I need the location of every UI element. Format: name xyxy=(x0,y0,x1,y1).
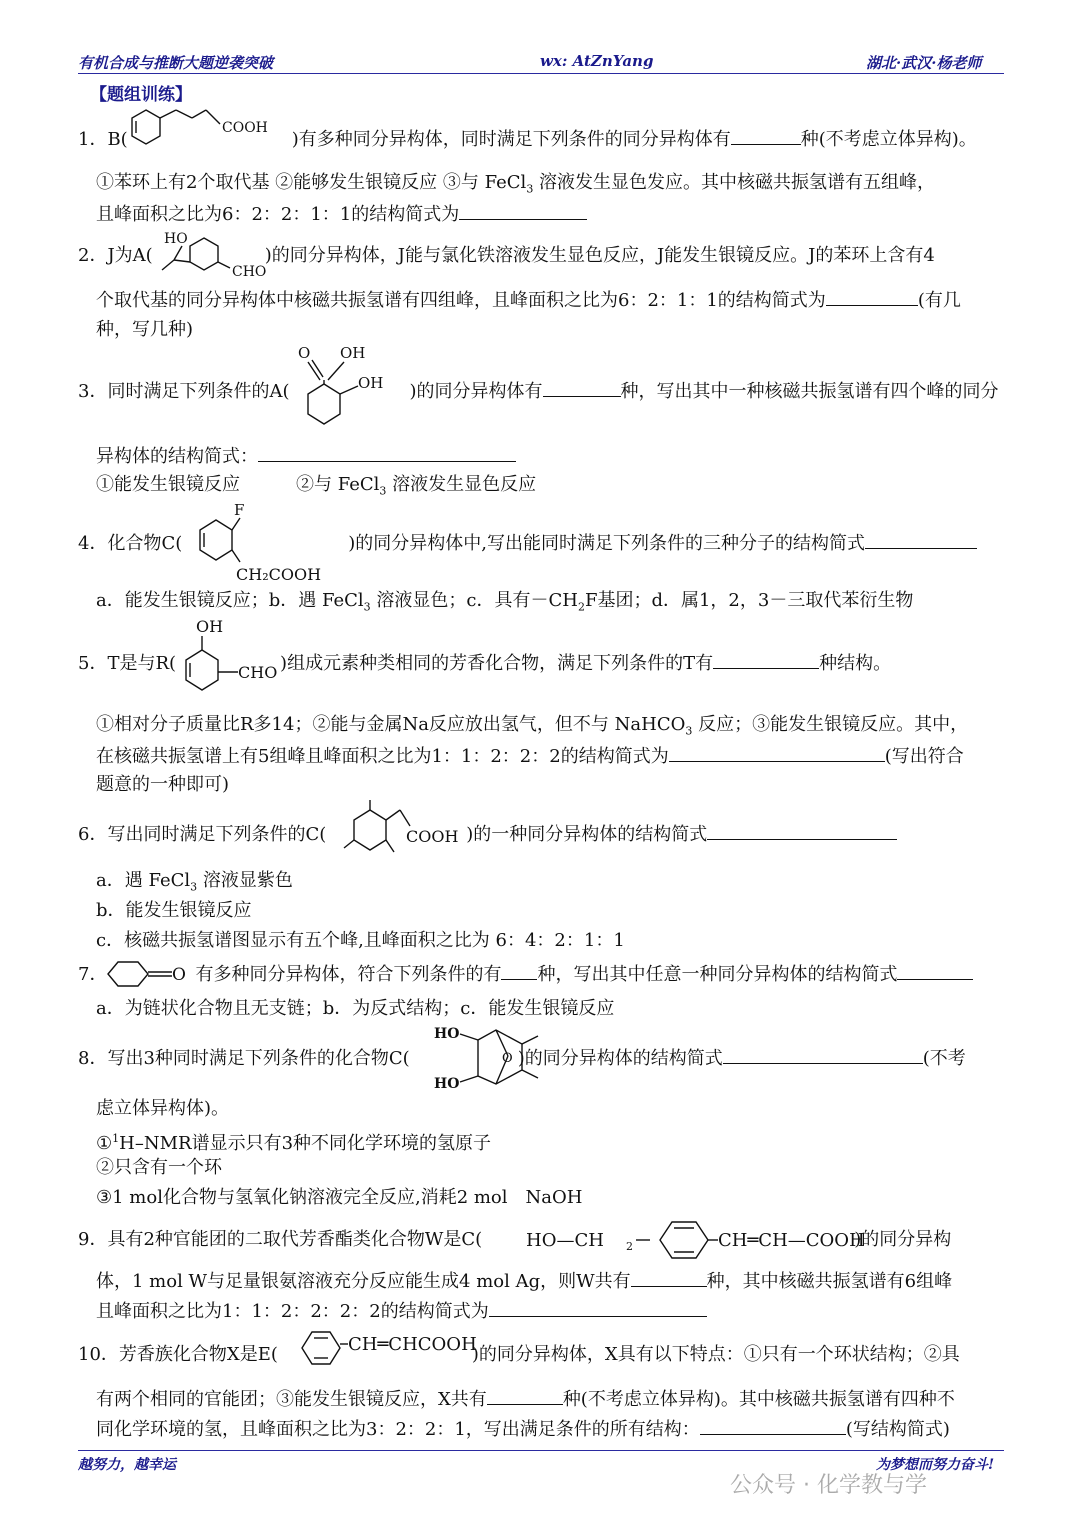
q2-line2: 个取代基的同分异构体中核磁共振氢谱有四组峰，且峰面积之比为6：2：1：1的结构简式为 (有几 xyxy=(96,290,961,311)
footer-rule xyxy=(78,1450,1004,1451)
q10-line1: 10．芳香族化合物X是E( )的同分异构体，X具有以下特点：①只有一个环状结构；②具 xyxy=(78,1344,960,1365)
q10-line2: 有两个相同的官能团；③能发生银镜反应，X共有 种(不考虑立体异构)。其中核磁共振氢谱有四种不 xyxy=(96,1389,955,1410)
q6-line1: 6．写出同时满足下列条件的C( )的一种同分异构体的结构简式 xyxy=(78,823,897,846)
q2-line3: 种，写几种) xyxy=(96,319,194,340)
q8-cond2: ②只含有一个环 xyxy=(96,1157,222,1178)
q3-line3: ①能发生银镜反应 ②与 FeCl$_3$ 溶液发生显色反应 xyxy=(96,474,537,498)
svg-text:OH: OH xyxy=(196,617,224,636)
q8-line1: 8．写出3种同时满足下列条件的化合物C( )的同分异构体的结构简式 (不考 xyxy=(78,1048,966,1069)
q8-cond1: ①$^1$H–NMR谱显示只有3种不同化学环境的氢原子 xyxy=(96,1132,492,1154)
svg-text:O: O xyxy=(502,1051,513,1066)
svg-text:CH₂COOH: CH₂COOH xyxy=(236,565,322,584)
svg-text:CH═CH—COOH: CH═CH—COOH xyxy=(718,1230,865,1251)
svg-text:COOH: COOH xyxy=(406,827,459,846)
svg-text:COOH: COOH xyxy=(222,120,268,136)
q9-line1: 9．具有2种官能团的二取代芳香酯类化合物W是C( )的同分异构 xyxy=(78,1229,952,1250)
q1-line1: 1．B( )有多种同分异构体，同时满足下列条件的同分异构体有 种(不考虑立体异构)。 xyxy=(78,129,977,150)
q10-molecule xyxy=(296,1324,496,1372)
svg-text:O: O xyxy=(172,965,186,985)
q6-a: a．遇 FeCl$_3$ 溶液显紫色 xyxy=(96,870,293,894)
watermark: 公众号 · 化学教与学 xyxy=(730,1473,927,1498)
q1-line2: ①苯环上有2个取代基 ②能够发生银镜反应 ③与 FeCl$_3$ 溶液发生显色发应。其中核磁共振氢谱有五组峰， xyxy=(96,172,936,196)
svg-text:HO: HO xyxy=(434,1026,460,1042)
q1-line3: 且峰面积之比为6：2：2：1：1的结构简式为 xyxy=(96,203,587,226)
section-title: 【题组训练】 xyxy=(90,85,192,105)
svg-text:2: 2 xyxy=(626,1240,633,1253)
header-right: 湖北·武汉·杨老师 xyxy=(866,54,982,72)
q5-line2: ①相对分子质量比R多14；②能与金属Na反应放出氢气，但不与 NaHCO$_3$ 反应；③能发生银镜反应。其中， xyxy=(96,714,969,738)
q9-molecule xyxy=(526,1216,906,1264)
q5-line3: 在核磁共振氢谱上有5组峰且峰面积之比为1：1：2：2：2的结构简式为 (写出符合 xyxy=(96,746,964,767)
q3-line1: 3．同时满足下列条件的A( )的同分异构体有 种，写出其中一种核磁共振氢谱有四个峰的同分 xyxy=(78,381,999,402)
q8-line2: 虑立体异构体)。 xyxy=(96,1098,230,1119)
svg-text:OH: OH xyxy=(358,374,384,392)
q4-line2: a．能发生银镜反应；b．遇 FeCl$_3$ 溶液显色；c．具有$-CH_2F$基团；d．属1，2，3－三取代苯衍生物 xyxy=(96,590,914,614)
q9-line2: 体，1 mol W与足量银氨溶液充分反应能生成4 mol Ag，则W共有 种，其中核磁共振氢谱有6组峰 xyxy=(96,1271,953,1292)
svg-text:CHO: CHO xyxy=(232,264,267,280)
footer-left: 越努力，越幸运 xyxy=(78,1457,176,1473)
svg-text:F: F xyxy=(234,501,245,519)
svg-text:HO: HO xyxy=(164,231,188,247)
q5-line4: 题意的一种即可) xyxy=(96,774,230,795)
svg-text:OH: OH xyxy=(340,344,366,362)
q8-cond3: ③1 mol化合物与氢氧化钠溶液完全反应,消耗2 mol NaOH xyxy=(96,1187,583,1208)
svg-text:HO—CH: HO—CH xyxy=(526,1230,604,1251)
q5-line1: 5．T是与R( )组成元素种类相同的芳香化合物，满足下列条件的T有 种结构。 xyxy=(78,653,892,674)
q2-line1: 2．J为A( )的同分异构体，J能与氯化铁溶液发生显色反应，J能发生银镜反应。J的苯环上含有4 xyxy=(78,245,935,266)
q9-line3: 且峰面积之比为1：1：2：2：2：2的结构简式为 xyxy=(96,1300,707,1323)
q2-molecule xyxy=(156,228,276,280)
q6-c: c．核磁共振氢谱图显示有五个峰,且峰面积之比为 6：4：2：1：1 xyxy=(96,930,625,951)
header-center: wx: AtZnYang xyxy=(540,52,654,70)
q7-line1: 7． 有多种同分异构体，符合下列条件的有 种，写出其中任意一种同分异构体的结构简式 xyxy=(78,963,973,986)
svg-text:CH═CHCOOH: CH═CHCOOH xyxy=(348,1334,477,1355)
q4-line1: 4．化合物C( )的同分异构体中,写出能同时满足下列条件的三种分子的结构简式 xyxy=(78,532,977,555)
header-left: 有机合成与推断大题逆袭突破 xyxy=(78,54,274,72)
q10-line3: 同化学环境的氢，且峰面积之比为3：2：2：1，写出满足条件的所有结构： (写结构简式) xyxy=(96,1419,950,1440)
q7-line2: a．为链状化合物且无支链；b．为反式结构；c．能发生银镜反应 xyxy=(96,998,615,1019)
q6-b: b．能发生银镜反应 xyxy=(96,900,252,921)
svg-text:HO: HO xyxy=(434,1076,460,1092)
svg-text:O: O xyxy=(298,344,311,362)
header-rule xyxy=(78,73,1004,74)
svg-text:CHO: CHO xyxy=(238,663,278,682)
q1-molecule xyxy=(122,102,282,162)
q3-line2: 异构体的结构简式： xyxy=(96,445,516,468)
footer-right: 为梦想而努力奋斗! xyxy=(876,1457,995,1473)
